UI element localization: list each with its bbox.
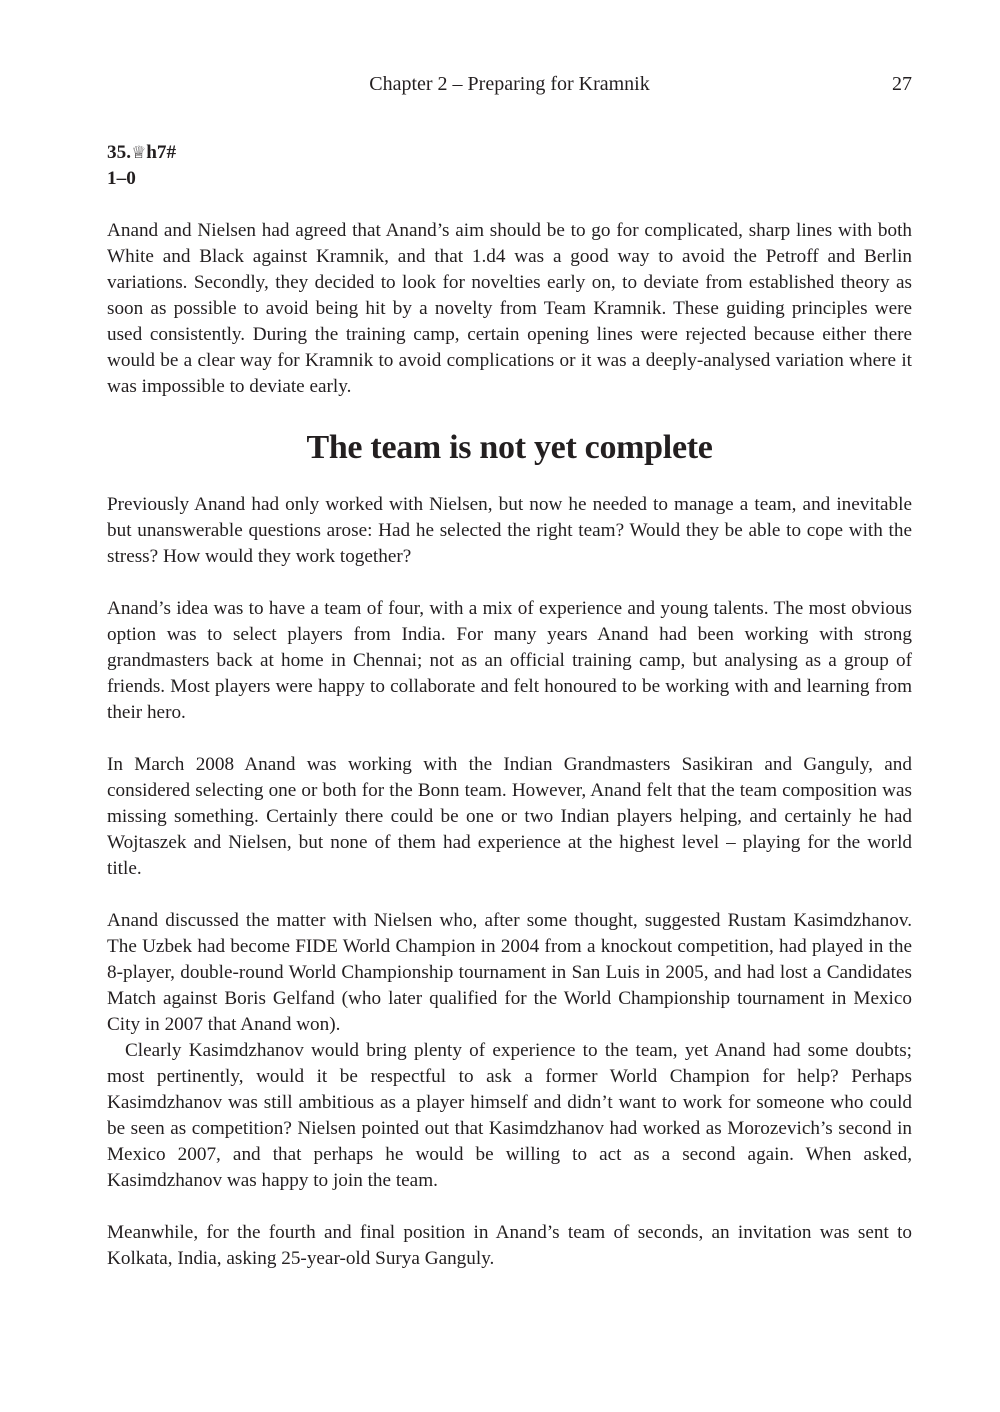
game-result: 1–0 — [107, 168, 136, 189]
game-moves — [107, 140, 912, 192]
page-body — [107, 140, 912, 1298]
move-notation: h7# — [146, 142, 177, 163]
final-move — [107, 140, 912, 166]
white-queen-icon: ♕ — [130, 143, 147, 163]
paragraph: Previously Anand had only worked with Nielsen, but now he needed to manage a team, and inevitable but unanswerable questions arose: Had he selected the right team? Would they be able to cope with the stress? How would they work together? — [107, 494, 912, 567]
chapter-title: Chapter 2 – Preparing for Kramnik — [369, 73, 650, 95]
section-heading: The team is not yet complete — [306, 429, 713, 466]
page-number: 27 — [892, 73, 912, 95]
paragraph: Anand’s idea was to have a team of four, with a mix of experience and young talents. The most obvious option was to select players from India. For many years Anand had been working with strong grandmasters back at home in Chennai; not as an official training camp, but analysing as a group of friends. Most players were happy to collaborate and felt honoured to be working with and learning from their hero. — [107, 598, 912, 723]
paragraph: Meanwhile, for the fourth and final position in Anand’s team of seconds, an invitation was sent to Kolkata, India, asking 25-year-old Surya Ganguly. — [107, 1222, 912, 1269]
paragraph: In March 2008 Anand was working with the Indian Grandmasters Sasikiran and Ganguly, and considered selecting one or both for the Bonn team. However, Anand felt that the team composition was missing something. Certainly there could be one or two Indian players helping, and certainly he had Wojtaszek and Nielsen, but none of them had experience at the highest level – playing for the world title. — [107, 754, 912, 879]
paragraph: Anand and Nielsen had agreed that Anand’s aim should be to go for complicated, sharp lines with both White and Black against Kramnik, and that 1.d4 was a good way to avoid the Petroff and Berlin variations. Secondly, they decided to look for novelties early on, to deviate from established theory as soon as possible to avoid being hit by a novelty from Team Kramnik. These guiding principles were used consistently. During the training camp, certain opening lines were rejected because either there would be a clear way for Kramnik to avoid complications or it was a deeply-analysed variation where it was impossible to deviate early. — [107, 220, 912, 397]
paragraph: Clearly Kasimdzhanov would bring plenty of experience to the team, yet Anand had some doubts; most pertinently, would it be respectful to ask a former World Champion for help? Perhaps Kasimdzhanov was still ambitious as a player himself and didn’t want to work for someone who could be seen as competition? Nielsen pointed out that Kasimdzhanov had worked as Morozevich’s second in Mexico 2007, and that perhaps he would be willing to act as a second again. When asked, Kasimdzhanov was happy to join the team. — [107, 1040, 912, 1191]
running-header — [107, 70, 912, 98]
paragraph: Anand discussed the matter with Nielsen who, after some thought, suggested Rustam Kasimdzhanov. The Uzbek had become FIDE World Champion in 2004 from a knockout competition, had played in the 8-player, double-round World Championship tournament in San Luis in 2005, and had lost a Candidates Match against Boris Gelfand (who later qualified for the World Championship tournament in Mexico City in 2007 that Anand won). — [107, 910, 912, 1035]
move-number: 35. — [107, 142, 131, 163]
